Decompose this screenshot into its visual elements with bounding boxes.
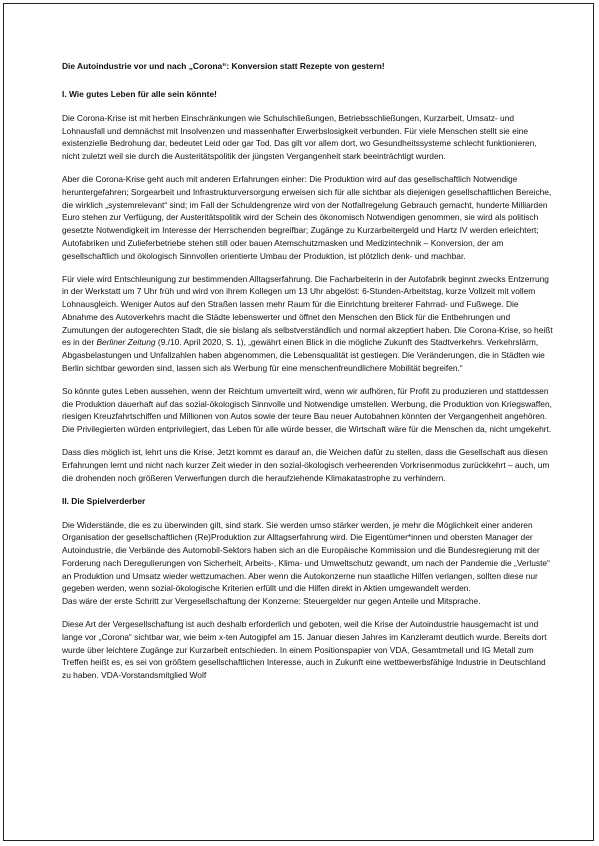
section-heading-2: II. Die Spielverderber	[62, 495, 146, 506]
document-body	[62, 60, 556, 682]
newspaper-title: Berliner Zeitung	[96, 337, 156, 348]
paragraph-3-part-1: Für viele wird Entschleunigung zur bestimmenden Alltagserfahrung. Die Facharbeiterin in der Autofabrik beginnt zwecks Entzerrung in der Werkstatt um 7 Uhr früh und wird von ihrem Kollegen um 13 Uhr abgelöst: 6-Stunden-Arbeitstag, kurze Vollzeit mit vollem Lohnausgleich. Weniger Autos auf den Straßen lassen mehr Raum für die Einrichtung breiterer Fahrrad- und Fußwege. Die Abnahme des Autoverkehrs macht die Städte lebenswerter und öffnet den Menschen den Blick für die Entbehrungen und Zumutungen der autogerechten Stadt, die sie bislang als selbstverständlich und normal akzeptiert haben. Die Corona-Krise, so heißt es in der	[62, 273, 553, 348]
paragraph-6b: Das wäre der erste Schritt zur Vergesellschaftung der Konzerne: Steuergelder nur gegen Anteile und Mitsprache.	[62, 596, 481, 606]
paragraph-5: Dass dies möglich ist, lehrt uns die Krise. Jetzt kommt es darauf an, die Weichen dafür zu stellen, dass die Gesellschaft aus diesen Erfahrungen lernt und nicht nach kurzer Zeit wieder in den sozial-ökologisch verheerenden Vorkrisenmodus zurückkehrt – auch, um die drohenden noch größeren Verwerfungen durch die heraufziehende Klimakatastrophe zu verhindern.	[62, 447, 550, 483]
paragraph-6: Die Widerstände, die es zu überwinden gilt, sind stark. Sie werden umso stärker werden, je mehr die Möglichkeit einer anderen Organisation der gesellschaftlichen (Re)Produktion zur Alltagserfahrung wird. Die Eigentümer*innen und obersten Manager der Autoindustrie, die Verbände des Automobil-Sektors haben sich an die Europäische Kommission und die Bundesregierung mit der Forderung nach Deregulierungen von Sicherheit, Arbeits-, Klima- und Umweltschutz gewandt, um nach der Pandemie die „Verluste“ an Produktion und Umsatz wieder wettzumachen. Aber wenn die Autokonzerne nun staatliche Hilfen verlangen, sollten diese nur gegeben werden, wenn sozial-ökologische Kriterien erfüllt und die Hilfen direkt in Aktien umgewandelt werden.	[62, 519, 550, 594]
page-frame	[3, 3, 594, 841]
paragraph-2: Aber die Corona-Krise geht auch mit anderen Erfahrungen einher: Die Produktion wird auf das gesellschaftlich Notwendige heruntergefahren; Sorgearbeit und Infrastrukturversorgung erweisen sich für alle sichtbar als diejenigen gesellschaftlichen Bereiche, die wirklich „systemrelevant“ sind; im Fall der Schuldengrenze wird von der Notfallregelung Gebrauch gemacht, hunderte Milliarden Euro stehen zur Verfügung, der Austeritätspolitik wird der Schein des ökonomisch Notwendigen genommen, sie wird als politisch gesetzte Notwendigkeit im Interesse der Herrschenden begreifbar; Zugänge zu Kurzarbeitergeld und Hartz IV werden erleichtert; Autofabriken und Zulieferbetriebe stehen still oder bauen Atemschutzmasken und Medizintechnik – Konversion, der am gesellschaftlich und ökologisch Sinnvollen orientierte Umbau der Produktion, ist plötzlich denk- und machbar.	[62, 174, 552, 261]
document-title: Die Autoindustrie vor und nach „Corona“: Konversion statt Rezepte von gestern!	[62, 61, 385, 71]
paragraph-4: So könnte gutes Leben aussehen, wenn der Reichtum umverteilt wird, wenn wir aufhören, für Profit zu produzieren und stattdessen die Produktion dauerhaft auf das sozial-ökologisch Sinnvolle und Notwendige umstellen. Werbung, die Produktion von Kriegswaffen, riesigen Kreuzfahrtschiffen und Millionen von Autos sowie der teure Bau neuer Autobahnen könnten der Vergangenheit angehören. Die Privilegierten würden entprivilegiert, das Leben für alle würde besser, die Wirtschaft wäre für die Menschen da, nicht umgekehrt.	[62, 385, 552, 434]
paragraph-3-part-2: (9./10. April 2020, S. 1), „gewährt einen Blick in die mögliche Zukunft des Stadtverkehrs. Verkehrslärm, Abgasbelastungen und Unfallzahlen haben abgenommen, die Lebensqualität ist gestiegen. Die Veränderungen, die in Städten wie Berlin sichtbar geworden sind, lassen sich als Werbung für eine menschenfreundlichere Mobilität begreifen.“	[62, 337, 545, 373]
section-heading-1: I. Wie gutes Leben für alle sein könnte!	[62, 89, 217, 99]
paragraph-1: Die Corona-Krise ist mit herben Einschränkungen wie Schulschließungen, Betriebsschließungen, Kurzarbeit, Umsatz- und Lohnausfall und demnächst mit Insolvenzen und massenhafter Erwerbslosigkeit verbunden. Für viele Menschen stellt sie eine existenzielle Bedrohung dar, bedeutet Leid oder gar Tod. Das gilt vor allem dort, wo Gesundheitssysteme schlecht funktionieren, nicht zuletzt weil sie durch die Austeritätspolitik der jüngsten Vergangenheit stark beeinträchtigt wurden.	[62, 113, 537, 162]
paragraph-7: Diese Art der Vergesellschaftung ist auch deshalb erforderlich und geboten, weil die Krise der Autoindustrie hausgemacht ist und lange vor „Corona“ sichtbar war, wie beim x-ten Autogipfel am 15. Januar diesen Jahres im Kanzleramt deutlich wurde. Bereits dort wurde über leichtere Zugänge zur Kurzarbeit entschieden. In einem Positionspapier von VDA, Gesamtmetall und IG Metall zum Treffen heißt es, es sei von größtem gesellschaftlichen Interesse, auch in Zukunft eine wettbewerbsfähige Industrie in Deutschland zu haben. VDA-Vorstandsmitglied Wolf	[62, 619, 547, 681]
paragraph-3	[62, 273, 556, 375]
